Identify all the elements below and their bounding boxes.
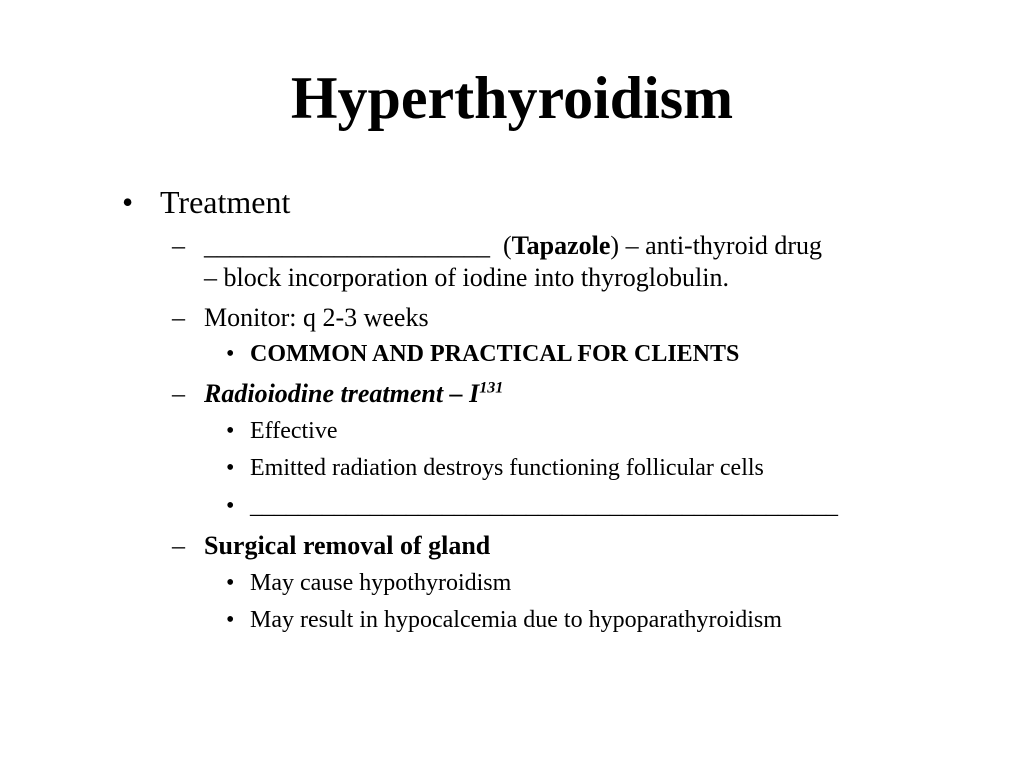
drug-line bbox=[204, 231, 822, 261]
drug-open-paren: ( bbox=[503, 231, 512, 260]
slide-title: Hyperthyroidism bbox=[290, 65, 734, 131]
radioiodine-label: Radioiodine treatment – I bbox=[204, 379, 480, 408]
bullet-marker: • bbox=[122, 184, 134, 220]
dash-marker: – bbox=[172, 231, 185, 260]
hypothyroidism-item: May cause hypothyroidism bbox=[250, 570, 512, 596]
bullet-marker: • bbox=[226, 341, 235, 367]
dash-marker: – bbox=[172, 379, 185, 408]
bullet-marker: • bbox=[226, 570, 235, 596]
bullet-marker: • bbox=[226, 455, 235, 481]
surgical-removal-item: Surgical removal of gland bbox=[204, 531, 491, 560]
treatment-heading: Treatment bbox=[160, 184, 291, 220]
dash-marker: – bbox=[172, 303, 185, 332]
emitted-radiation-item: Emitted radiation destroys functioning follicular cells bbox=[250, 455, 764, 481]
dash-marker: – bbox=[172, 531, 185, 560]
radioiodine-superscript: 131 bbox=[479, 379, 504, 397]
bullet-marker: • bbox=[226, 607, 235, 633]
bullet-marker: • bbox=[226, 493, 235, 519]
radioiodine-item bbox=[204, 379, 503, 409]
hypocalcemia-item: May result in hypocalcemia due to hypoparathyroidism bbox=[250, 607, 782, 633]
monitor-item: Monitor: q 2-3 weeks bbox=[204, 303, 429, 332]
effective-item: Effective bbox=[250, 418, 338, 444]
drug-description: – anti-thyroid drug bbox=[625, 231, 822, 260]
fill-in-blank: _________________________________________________ bbox=[250, 493, 838, 519]
drug-blank: ______________________ bbox=[204, 231, 490, 260]
drug-close-paren: ) bbox=[610, 231, 620, 260]
drug-description-cont: – block incorporation of iodine into thyroglobulin. bbox=[204, 263, 729, 292]
bullet-marker: • bbox=[226, 418, 235, 444]
common-practical-item: COMMON AND PRACTICAL FOR CLIENTS bbox=[250, 341, 740, 367]
drug-name: Tapazole bbox=[511, 231, 611, 260]
